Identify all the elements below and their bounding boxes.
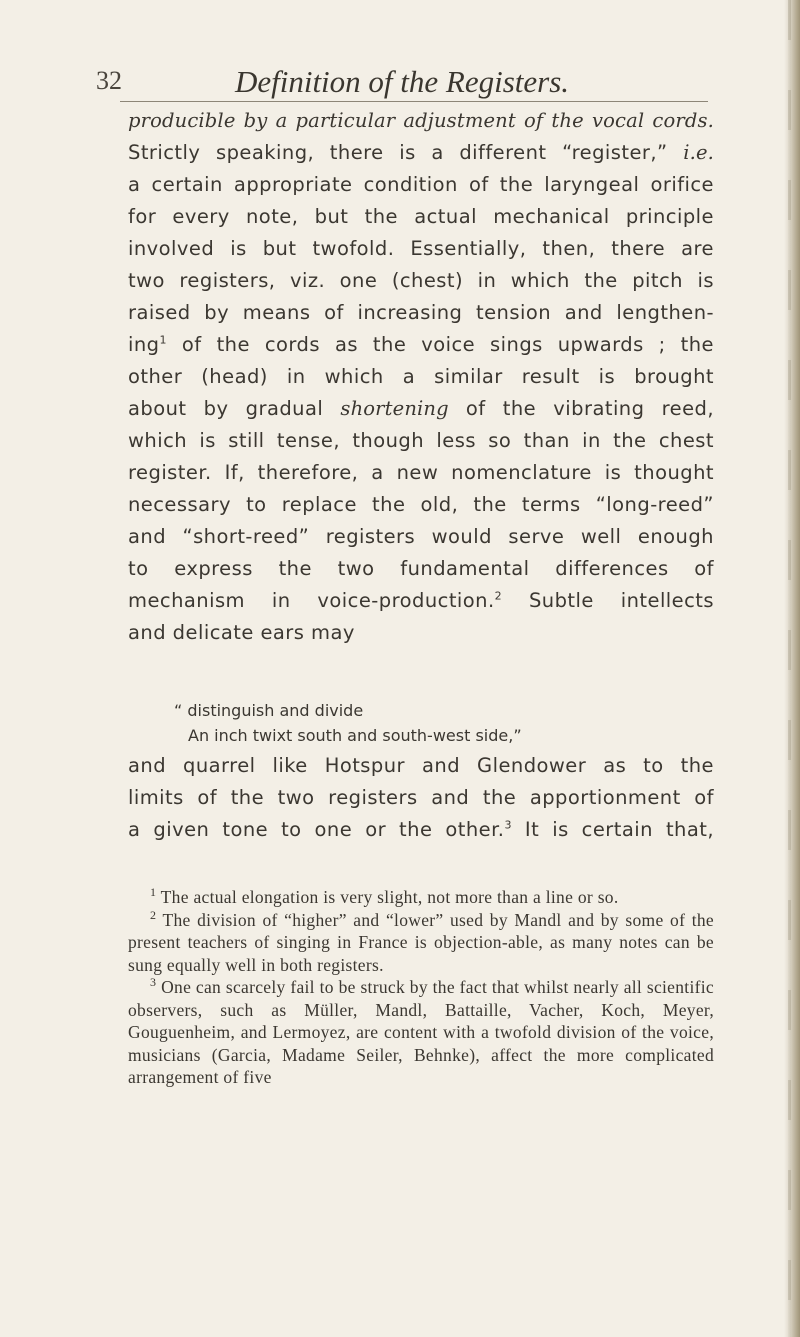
quote-line: An inch twixt south and south-west side,”	[188, 726, 522, 745]
footnote-ref-1: 1	[159, 333, 167, 347]
running-head: Definition of the Registers.	[234, 64, 570, 99]
footnote-text: One can scarcely fail to be struck by the fact that whilst nearly all scientific observers, such as Müller, Mandl, Battaille, Vacher, Koch, Meyer, Gouguenheim, and Lermoyez, are content with a twofold division of the voice, musicians (Garcia, Madame Seiler, Behnke), affect the more complicated arrangement of five	[128, 977, 714, 1087]
text-line-italic: producible by a particular adjustment of the vocal cords.	[128, 109, 714, 132]
text-line: raised by means of increasing tension and lengthen-	[128, 301, 714, 324]
footnote-marker: 3	[150, 975, 157, 990]
footnote-marker: 1	[150, 885, 157, 900]
text-line	[128, 393, 714, 425]
block-quote	[128, 698, 714, 748]
page-edge-shadow	[784, 0, 800, 1337]
footnote-1	[128, 886, 714, 909]
page-header	[96, 48, 708, 108]
text-line: and delicate ears may	[128, 621, 355, 644]
header-rule	[120, 101, 708, 102]
text-span: Strictly speaking, there is a different “register,”	[128, 141, 668, 164]
text-span: about by gradual	[128, 397, 341, 420]
text-line: necessary to replace the old, the terms “long-reed”	[128, 493, 714, 516]
text-line: two registers, viz. one (chest) in which the pitch is	[128, 269, 714, 292]
text-line: for every note, but the actual mechanical principle	[128, 205, 714, 228]
continuation-paragraph	[128, 750, 714, 846]
text-line: and quarrel like Hotspur and Glendower as to the	[128, 754, 714, 777]
footnote-ref-3: 3	[504, 818, 512, 832]
footnote-ref-2: 2	[494, 589, 503, 603]
text-line: a certain appropriate condition of the laryngeal orifice	[128, 173, 714, 196]
text-span: mechanism in voice-production.	[128, 589, 495, 612]
text-span: ing	[128, 333, 160, 356]
text-span: of the vibrating reed,	[448, 397, 715, 420]
page-number: 32	[96, 66, 122, 95]
main-paragraph	[128, 105, 714, 649]
text-span: of the cords as the voice sings upwards ; the	[166, 333, 714, 356]
footnote-3	[128, 976, 714, 1089]
text-line: which is still tense, though less so than in the chest	[128, 429, 714, 452]
text-line	[128, 585, 714, 617]
text-line	[128, 814, 714, 846]
footnote-marker: 2	[150, 907, 157, 922]
footnote-text: The division of “higher” and “lower” used by Mandl and by some of the present teachers of singing in France is objection-able, as many notes can be sung equally well in both registers.	[128, 909, 715, 975]
text-line: limits of the two registers and the apportionment of	[128, 786, 714, 809]
quote-line: “ distinguish and divide	[174, 701, 364, 720]
text-line: register. If, therefore, a new nomenclature is thought	[128, 461, 714, 484]
text-line: to express the two fundamental differences of	[128, 557, 714, 580]
text-line	[128, 105, 714, 137]
text-line	[128, 137, 714, 169]
text-line: and “short-reed” registers would serve well enough	[128, 525, 714, 548]
text-line: involved is but twofold. Essentially, then, there are	[128, 237, 714, 260]
text-span: It is certain that,	[511, 818, 714, 841]
text-emphasis-italic: shortening	[340, 397, 449, 420]
text-abbrev-italic: i.e.	[683, 141, 714, 164]
footnotes	[128, 886, 714, 1089]
footnote-text: The actual elongation is very slight, not more than a line or so.	[160, 887, 619, 907]
text-line: other (head) in which a similar result is brought	[128, 365, 714, 388]
text-line	[128, 329, 714, 361]
footnote-2	[128, 909, 714, 977]
text-span: a given tone to one or the other.	[128, 818, 505, 841]
text-span: Subtle intellects	[502, 589, 714, 612]
